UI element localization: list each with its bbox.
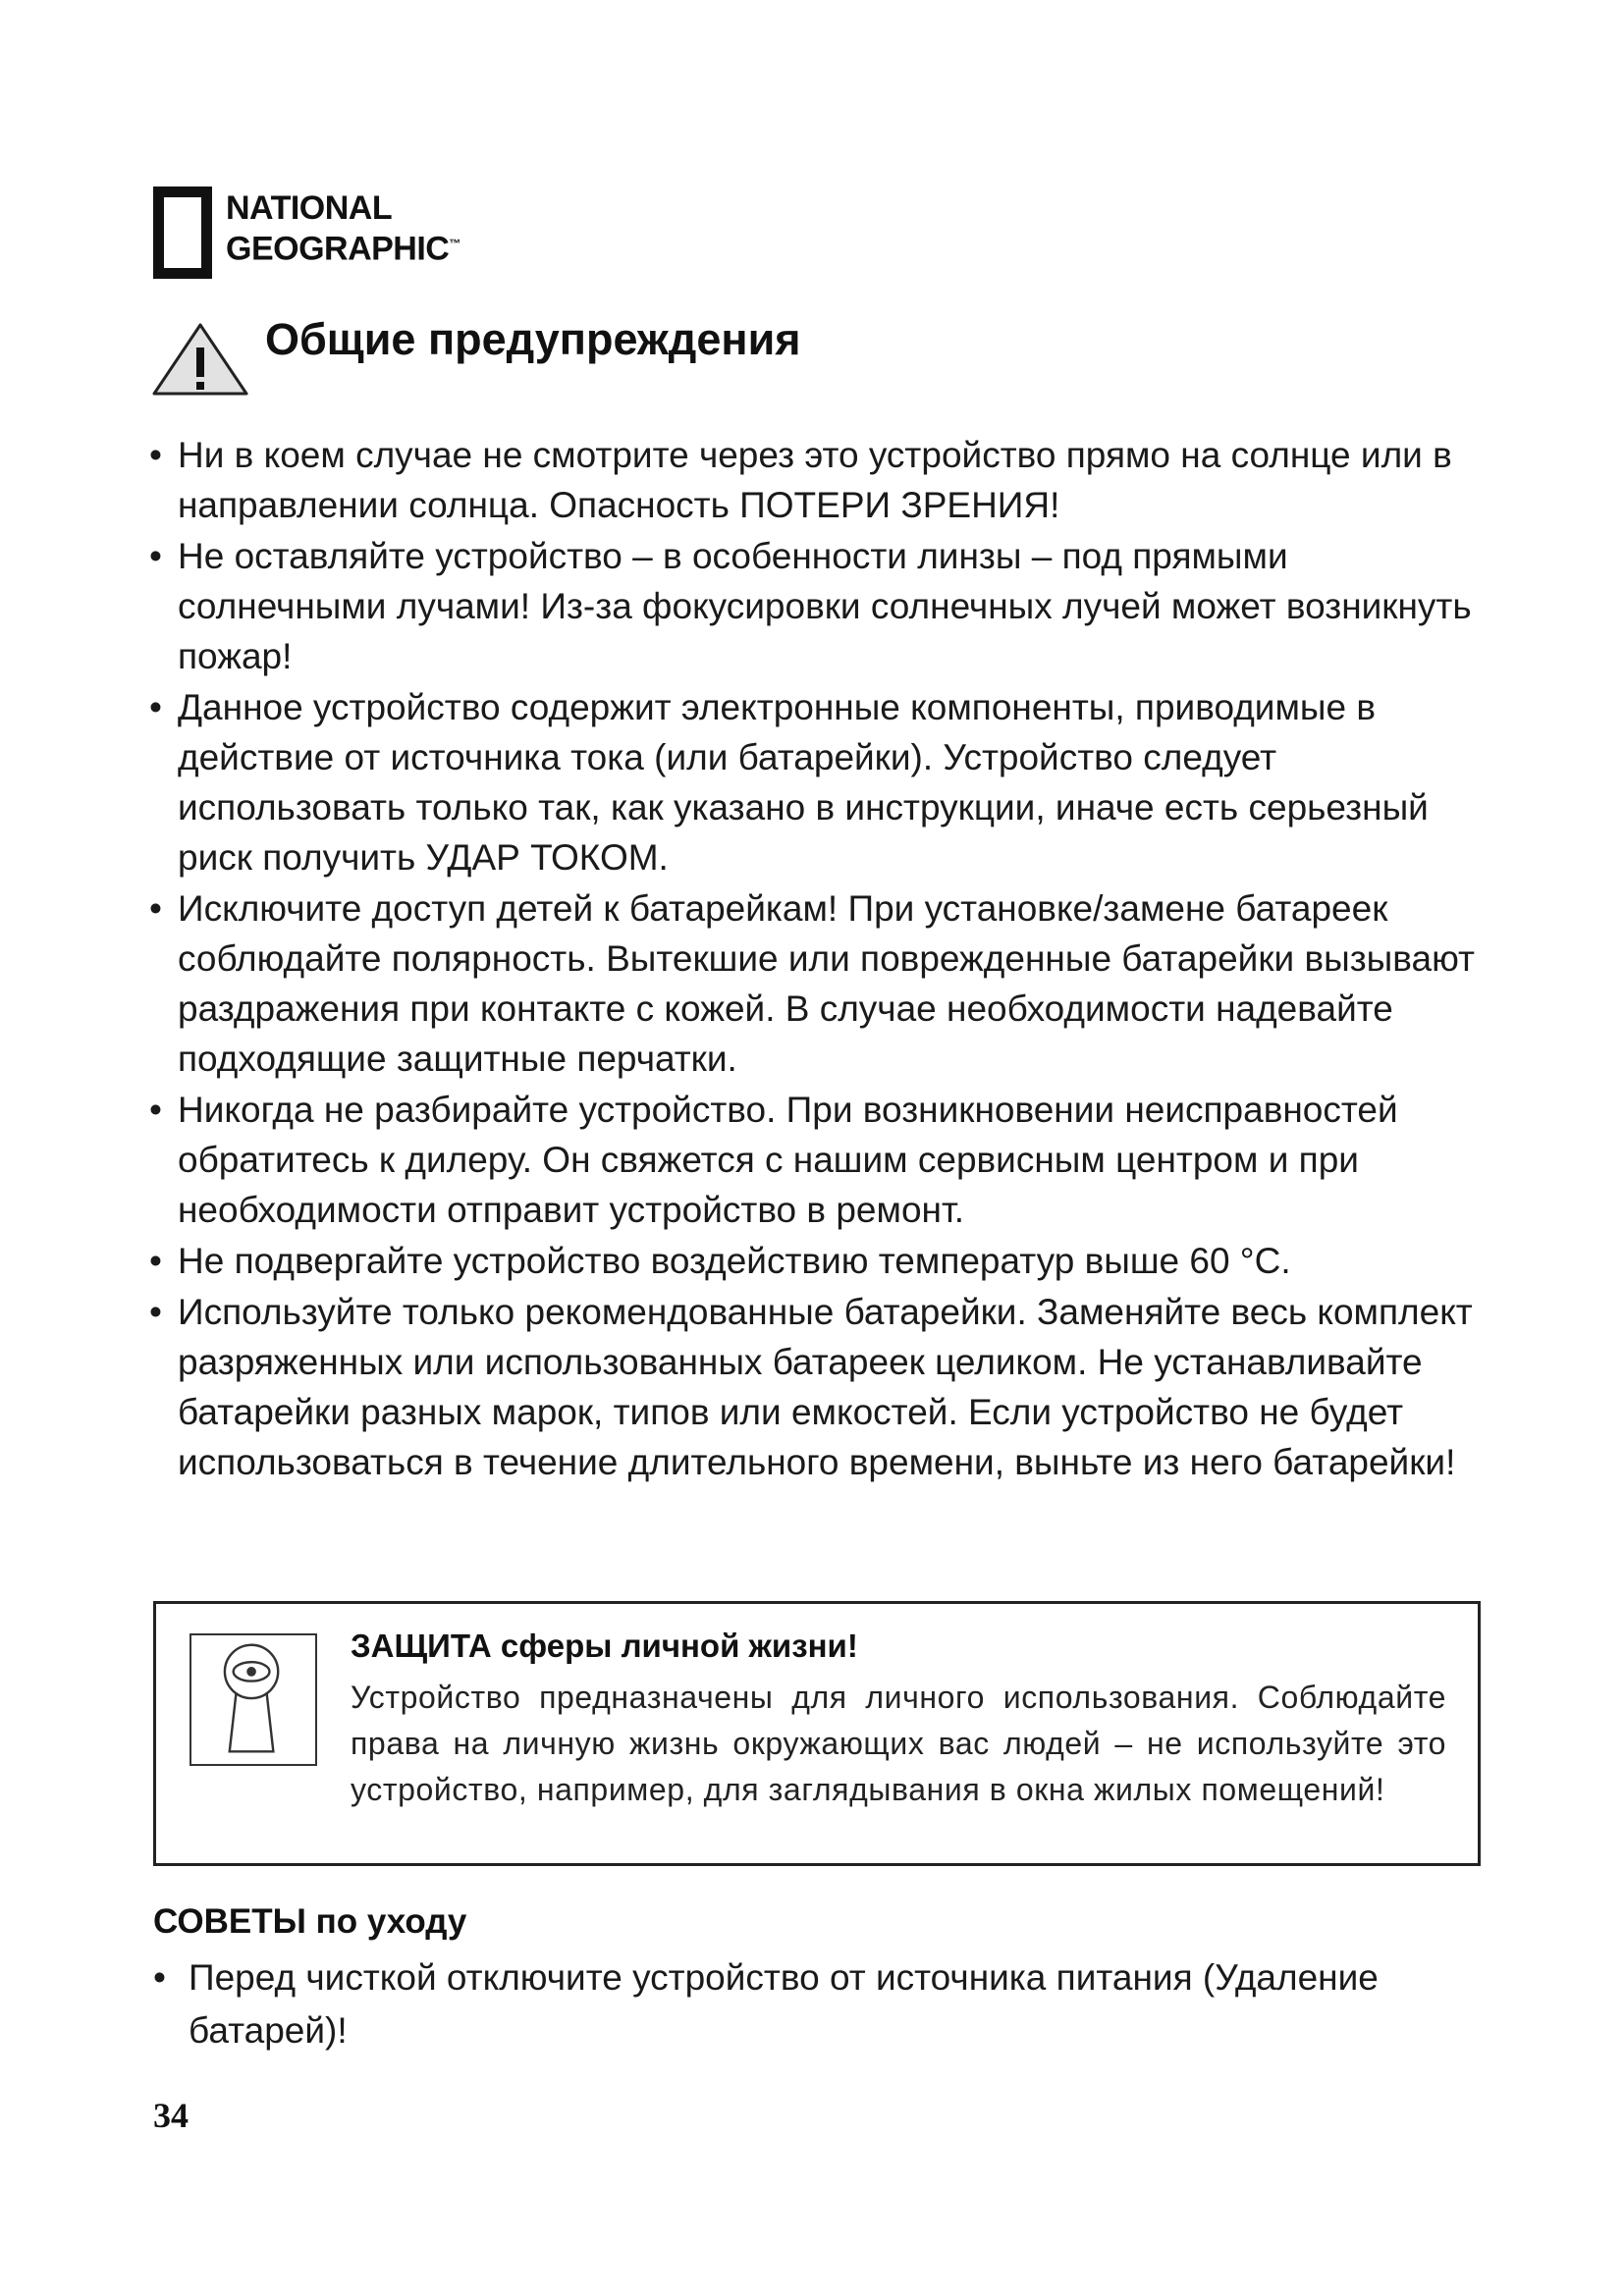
warning-item: • Никогда не разбирайте устройство. При возникновении неисправностей обратитесь к дилеру. Он свяжется с нашим сервисным центром и при необходимости отправит устройство в ремонт. [147,1085,1492,1235]
warning-item: • Используйте только рекомендованные батарейки. Заменяйте весь комплект разряженных или использованных батареек целиком. Не устанавливайте батарейки разных марок, типов или емкостей. Если устройство не будет использоваться в течение длительного времени, выньте из него батарейки! [147,1287,1492,1487]
keyhole-eye-icon-frame [189,1633,317,1766]
warning-triangle-icon [151,322,249,397]
page-number: 34 [153,2096,189,2135]
care-item: • Перед чисткой отключите устройство от источника питания (Удаление батарей)! [153,1951,1469,2057]
page-title: Общие предупреждения [265,314,801,364]
privacy-notice-box [153,1601,1481,1866]
warning-item: • Ни в коем случае не смотрите через это устройство прямо на солнце или в направлении солнца. Опасность ПОТЕРИ ЗРЕНИЯ! [147,430,1492,530]
logo-line1: NATIONAL [226,189,393,227]
warning-item: • Исключите доступ детей к батарейкам! При установке/замене батареек соблюдайте полярность. Вытекшие или поврежденные батарейки вызывают раздражения при контакте с кожей. В случае необходимости надевайте подходящие защитные перчатки. [147,883,1492,1084]
yellow-border-icon [153,187,212,279]
care-section-title: СОВЕТЫ по уходу [153,1902,467,1941]
warnings-list [147,430,1492,1488]
keyhole-eye-icon [191,1635,315,1764]
logo-tm: ™ [449,237,460,250]
logo-text [226,190,460,266]
care-list [153,1951,1469,2057]
logo-line2: GEOGRAPHIC [226,230,450,268]
national-geographic-logo [153,187,467,275]
privacy-title: ЗАЩИТА сферы личной жизни! [351,1628,858,1664]
warning-item: • Данное устройство содержит электронные компоненты, приводимые в действие от источника тока (или батарейки). Устройство следует использовать только так, как указано в инструкции, иначе есть серьезный риск получить УДАР ТОКОМ. [147,682,1492,882]
privacy-text: Устройство предназначены для личного использования. Соблюдайте права на личную жизнь окружающих вас людей – не используйте это устройство, например, для заглядывания в окна жилых помещений! [351,1680,1446,1807]
warning-item: • Не оставляйте устройство – в особенности линзы – под прямыми солнечными лучами! Из-за фокусировки солнечных лучей может возникнуть пожар! [147,531,1492,681]
warning-item: • Не подвергайте устройство воздействию температур выше 60 °C. [147,1236,1492,1286]
